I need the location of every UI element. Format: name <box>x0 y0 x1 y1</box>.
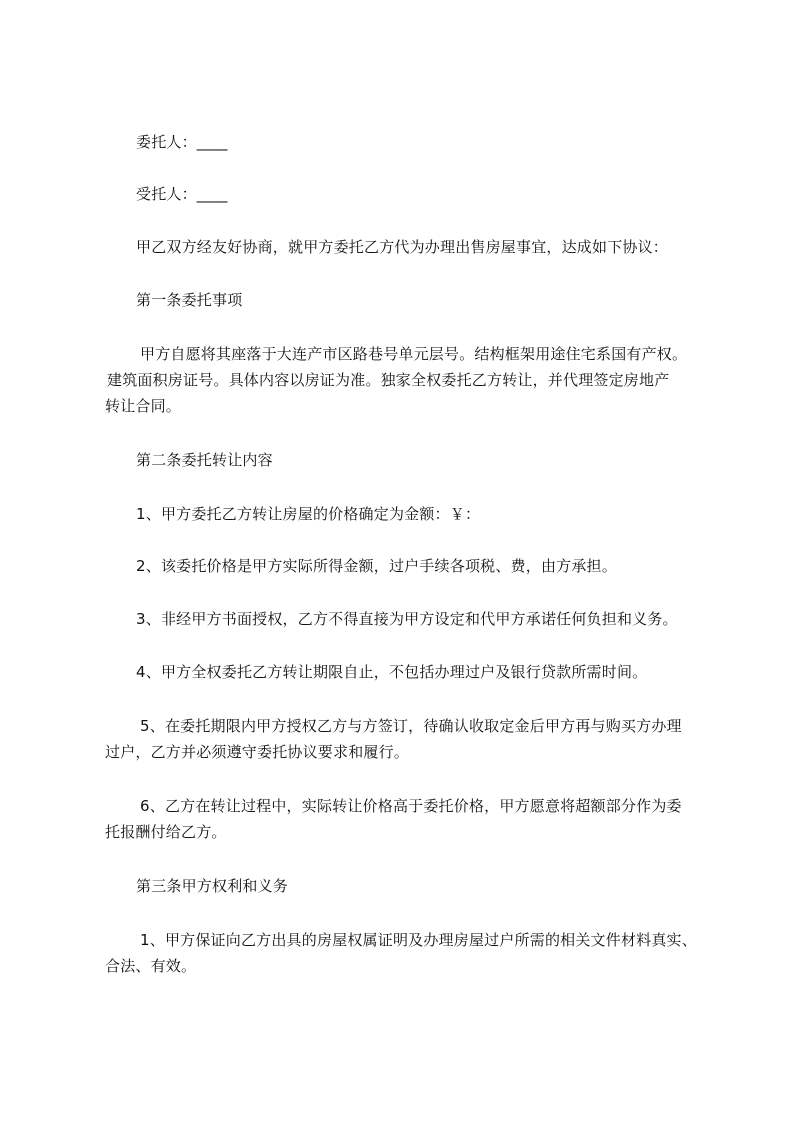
intro-paragraph: 甲乙双方经友好协商，就甲方委托乙方代为办理出售房屋事宜，达成如下协议： <box>136 238 669 256</box>
article2-item-5-line-2: 过户，乙方并必须遵守委托协议要求和履行。 <box>105 743 410 761</box>
article3-item-1-line-2: 合法、有效。 <box>105 957 197 975</box>
article3-title: 第三条甲方权利和义务 <box>136 877 289 895</box>
article2-item-6-line-1: 6、乙方在转让过程中，实际转让价格高于委托价格，甲方愿意将超额部分作为委 <box>140 797 682 815</box>
article2-item-5-line-1: 5、在委托期限内甲方授权乙方与方签订，待确认收取定金后甲方再与购买方办理 <box>140 717 682 735</box>
article1-line-3: 转让合同。 <box>105 397 182 415</box>
article1-line-1: 甲方自愿将其座落于大连产市区路巷号单元层号。结构框架用途住宅系国有产权。 <box>140 345 688 363</box>
article1-line-2: 建筑面积房证号。具体内容以房证为准。独家全权委托乙方转让，并代理签定房地产 <box>107 371 670 389</box>
article2-item-6-line-2: 托报酬付给乙方。 <box>105 823 227 841</box>
article2-title: 第二条委托转让内容 <box>136 451 273 469</box>
article3-item-1-line-1: 1、甲方保证向乙方出具的房屋权属证明及办理房屋过户所需的相关文件材料真实、 <box>140 931 697 949</box>
principal-line: 委托人：____ <box>136 133 228 151</box>
article2-item-1: 1、甲方委托乙方转让房屋的价格确定为金额：￥： <box>136 505 481 523</box>
article2-item-3: 3、非经甲方书面授权，乙方不得直接为甲方设定和代甲方承诺任何负担和义务。 <box>136 610 678 628</box>
article2-item-4: 4、甲方全权委托乙方转让期限自止，不包括办理过户及银行贷款所需时间。 <box>136 663 648 681</box>
agent-line: 受托人：____ <box>136 185 228 203</box>
article2-item-2: 2、该委托价格是甲方实际所得金额，过户手续各项税、费，由方承担。 <box>136 557 617 575</box>
article1-title: 第一条委托事项 <box>136 291 243 309</box>
